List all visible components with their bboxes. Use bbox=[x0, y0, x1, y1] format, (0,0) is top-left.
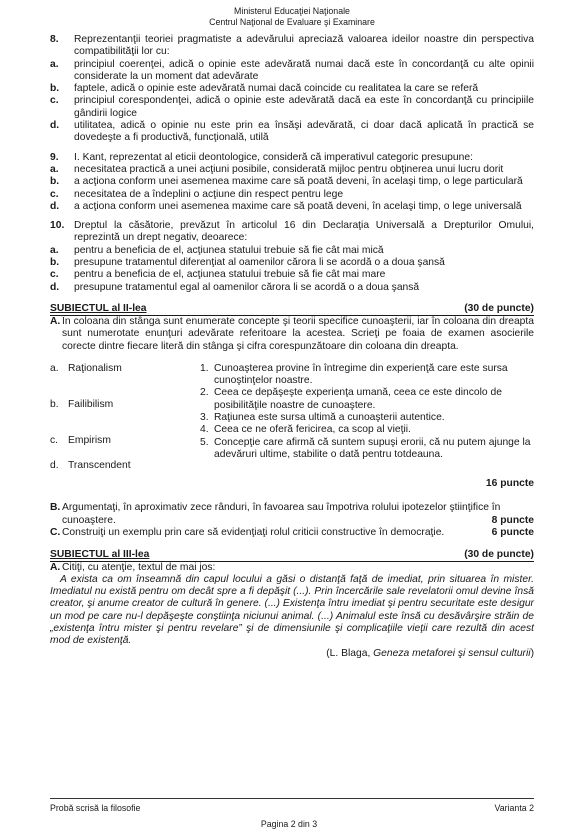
subject-2-c-points: 6 puncte bbox=[491, 527, 534, 539]
item-text bbox=[62, 502, 534, 527]
item-label: B. bbox=[50, 502, 61, 514]
option-text: principiul coerenţei, adică o opinie este adevărată numai dacă este în concordanţă cu alte opinii considerate la un moment dat adevărate bbox=[74, 58, 534, 82]
term-d bbox=[50, 460, 200, 472]
page-header bbox=[50, 0, 534, 27]
term-c bbox=[50, 435, 200, 447]
source-title: Geneza metaforei şi sensul culturii bbox=[373, 647, 531, 659]
statement-text: Raţiunea este sursa ultimă a cunoaşterii autentice. bbox=[214, 412, 445, 424]
item-label: A. bbox=[50, 315, 61, 327]
option-9c bbox=[50, 189, 534, 201]
statement-text: Ceea ce depăşeşte experienţa umană, ceea ce este dincolo de posibilităţile noastre de cunoaştere. bbox=[214, 387, 502, 411]
option-text: presupune tratamentul egal al oamenilor cărora li se acordă o a doua şansă bbox=[74, 281, 420, 293]
question-number: 10. bbox=[50, 220, 65, 232]
option-text: utilitatea, adică o opinie nu este prin ea însăşi adevărată, ci doar dacă aplicată în practică se dovedeşte a fi productivă, funcţională, utilă bbox=[74, 120, 534, 144]
option-letter: d. bbox=[50, 120, 60, 132]
option-10b bbox=[50, 257, 534, 269]
option-text: necesitatea practică a unei acţiuni posibile, considerată mijloc pentru obţinerea unui lucru dorit bbox=[74, 163, 504, 175]
item-text bbox=[62, 527, 534, 539]
page-footer bbox=[50, 798, 534, 814]
item-body: Construiţi un exemplu prin care să evidenţiaţi rolul criticii constructive în democraţie. bbox=[62, 527, 445, 539]
subject-2-a-instruction bbox=[50, 316, 534, 353]
option-letter: c. bbox=[50, 188, 59, 200]
option-letter: d. bbox=[50, 281, 60, 293]
term-letter: b. bbox=[50, 399, 59, 411]
option-letter: a. bbox=[50, 163, 59, 175]
option-9b bbox=[50, 176, 534, 188]
term-text: Transcendent bbox=[68, 459, 131, 471]
item-text: În coloana din stânga sunt enumerate concepte şi teorii specifice cunoaşterii, iar în coloana din dreapta sunt numerotate enunţuri adevărate referitoare la acestea. Scrieţi pe foaia de examen asocierile corecte dintre fiecare literă din stânga şi cifra corespunzătoare din coloana din dreapta. bbox=[62, 315, 534, 352]
option-8d bbox=[50, 120, 534, 145]
subject-2-c bbox=[50, 527, 534, 539]
option-8c bbox=[50, 95, 534, 120]
item-text: Citiţi, cu atenţie, textul de mai jos: bbox=[62, 561, 216, 573]
term-text: Raţionalism bbox=[68, 362, 122, 374]
statement-text: Concepţie care afirmă că suntem supuşi erorii, că nu putem ajunge la adevăruri ultime, stabilite o dată pentru totdeauna. bbox=[214, 436, 531, 460]
question-10 bbox=[50, 220, 534, 245]
option-letter: b. bbox=[50, 83, 60, 95]
question-text: Reprezentanţii teoriei pragmatiste a adevărului apreciază valoarea ideilor noastre din perspectiva compatibilităţii lor cu: bbox=[74, 34, 534, 58]
option-10c bbox=[50, 269, 534, 281]
question-number: 8. bbox=[50, 34, 59, 45]
footer-variant: Varianta 2 bbox=[494, 803, 534, 813]
option-text: principiul corespondenţei, adică o opinie este adevărată dacă ea este în concordanţă cu principiile gândirii logice bbox=[74, 95, 534, 119]
source-prefix: (L. Blaga, bbox=[326, 647, 374, 659]
exam-page bbox=[50, 0, 534, 660]
footer-exam-name: Probă scrisă la filosofie bbox=[50, 803, 141, 813]
option-text: faptele, adică o opinie este adevărată numai dacă coincide cu realitatea la care se referă bbox=[74, 83, 479, 95]
question-number: 9. bbox=[50, 151, 59, 163]
matching-table bbox=[50, 363, 534, 472]
statement-2 bbox=[200, 387, 534, 412]
header-ministry: Ministerul Educaţiei Naţionale bbox=[234, 6, 350, 16]
option-text: presupune tratamentul diferenţiat al oamenilor cărora li se acordă o a doua şansă bbox=[74, 257, 445, 269]
item-label: C. bbox=[50, 527, 61, 539]
term-letter: c. bbox=[50, 435, 59, 447]
subject-3-points: (30 de puncte) bbox=[464, 548, 534, 560]
item-body: Argumentaţi, în aproximativ zece rânduri, în favoarea sau împotriva rolului ipotezelor ştiinţifice în cunoaştere. bbox=[62, 502, 501, 526]
option-letter: b. bbox=[50, 257, 60, 269]
subject-2-title: SUBIECTUL al II-lea bbox=[50, 302, 147, 314]
term-text: Empirism bbox=[68, 435, 111, 447]
source-suffix: ) bbox=[530, 647, 534, 659]
option-10a bbox=[50, 245, 534, 257]
right-column bbox=[200, 363, 534, 472]
option-text: pentru a beneficia de el, acţiunea statului trebuie să fie cât mai mare bbox=[74, 269, 386, 281]
option-letter: b. bbox=[50, 176, 60, 188]
statement-number: 5. bbox=[200, 436, 209, 448]
subject-2-b bbox=[50, 502, 534, 527]
statement-number: 1. bbox=[200, 362, 209, 374]
item-label: A. bbox=[50, 561, 61, 573]
subject-3-title: SUBIECTUL al III-lea bbox=[50, 548, 150, 560]
statement-5 bbox=[200, 437, 534, 462]
subject-3-heading bbox=[50, 549, 534, 562]
question-9 bbox=[50, 152, 534, 164]
left-column bbox=[50, 363, 200, 472]
option-9a bbox=[50, 164, 534, 176]
option-8a bbox=[50, 59, 534, 84]
statement-number: 4. bbox=[200, 424, 209, 436]
question-8 bbox=[50, 34, 534, 59]
statement-1 bbox=[200, 363, 534, 388]
quote-source bbox=[50, 648, 534, 660]
statement-number: 3. bbox=[200, 412, 209, 424]
subject-3-a-instruction bbox=[50, 562, 534, 574]
option-text: a acţiona conform unei asemenea maxime care să poată deveni, în acelaşi timp, o lege universală bbox=[74, 200, 522, 212]
option-letter: a. bbox=[50, 58, 59, 70]
statement-text: Cunoaşterea provine în întregime din experienţă care este sursa cunoştinţelor noastre. bbox=[214, 362, 508, 387]
subject-2-points: (30 de puncte) bbox=[464, 302, 534, 314]
term-b bbox=[50, 399, 200, 411]
option-letter: c. bbox=[50, 269, 59, 281]
statement-text: Ceea ce ne oferă fericirea, ca scop al vieţii. bbox=[214, 424, 411, 436]
term-letter: d. bbox=[50, 459, 59, 471]
statement-number: 2. bbox=[200, 387, 209, 399]
page-number: Pagina 2 din 3 bbox=[260, 819, 318, 829]
subject-2-heading bbox=[50, 303, 534, 316]
quoted-text: A exista ca om înseamnă din capul locului a găsi o distanţă faţă de imediat, prin situarea în mister. Imediatul nu există pentru om decât spre a fi depăşit (...). Prin încercările sale revelatorii omul devine însă creator, şi anume creator de cultură în genere. (...) Existenţa întru imediat şi pentru securitate este desigur un mod pe care nu-l depăşeşte conştiinţa niciunui animal. (...) Animalul este însă cu desăvârşire străin de „existenţa întru mister şi pentru revelare” şi de dimensiunile şi complicaţiile vieţii care rezultă din acest mod de existenţă. bbox=[50, 573, 534, 647]
question-text: Dreptul la căsătorie, prevăzut în articolul 16 din Declaraţia Universală a Drepturilor Omului, reprezintă un drept negativ, deoarece: bbox=[74, 220, 534, 244]
option-text: a acţiona conform unei asemenea maxime care să poată deveni, în acelaşi timp, o lege particulară bbox=[74, 176, 523, 188]
option-9d bbox=[50, 201, 534, 213]
statement-3 bbox=[200, 412, 534, 424]
header-center: Centrul Naţional de Evaluare şi Examinare bbox=[209, 16, 375, 27]
question-text: I. Kant, reprezentat al eticii deontologice, consideră că imperativul categoric presupune: bbox=[74, 151, 473, 163]
option-letter: d. bbox=[50, 200, 60, 212]
option-10d bbox=[50, 282, 534, 294]
term-text: Failibilism bbox=[68, 399, 114, 411]
subject-2-a-points: 16 puncte bbox=[485, 478, 534, 490]
option-letter: a. bbox=[50, 244, 59, 256]
subject-2-b-points: 8 puncte bbox=[491, 514, 534, 526]
term-a bbox=[50, 363, 200, 375]
option-letter: c. bbox=[50, 95, 59, 107]
statement-4 bbox=[200, 424, 534, 436]
option-text: necesitatea de a îndeplini o acţiune din respect pentru lege bbox=[74, 188, 344, 200]
option-8b bbox=[50, 83, 534, 95]
term-letter: a. bbox=[50, 362, 59, 374]
option-text: pentru a beneficia de el, acţiunea statului trebuie să fie cât mai mică bbox=[74, 244, 384, 256]
